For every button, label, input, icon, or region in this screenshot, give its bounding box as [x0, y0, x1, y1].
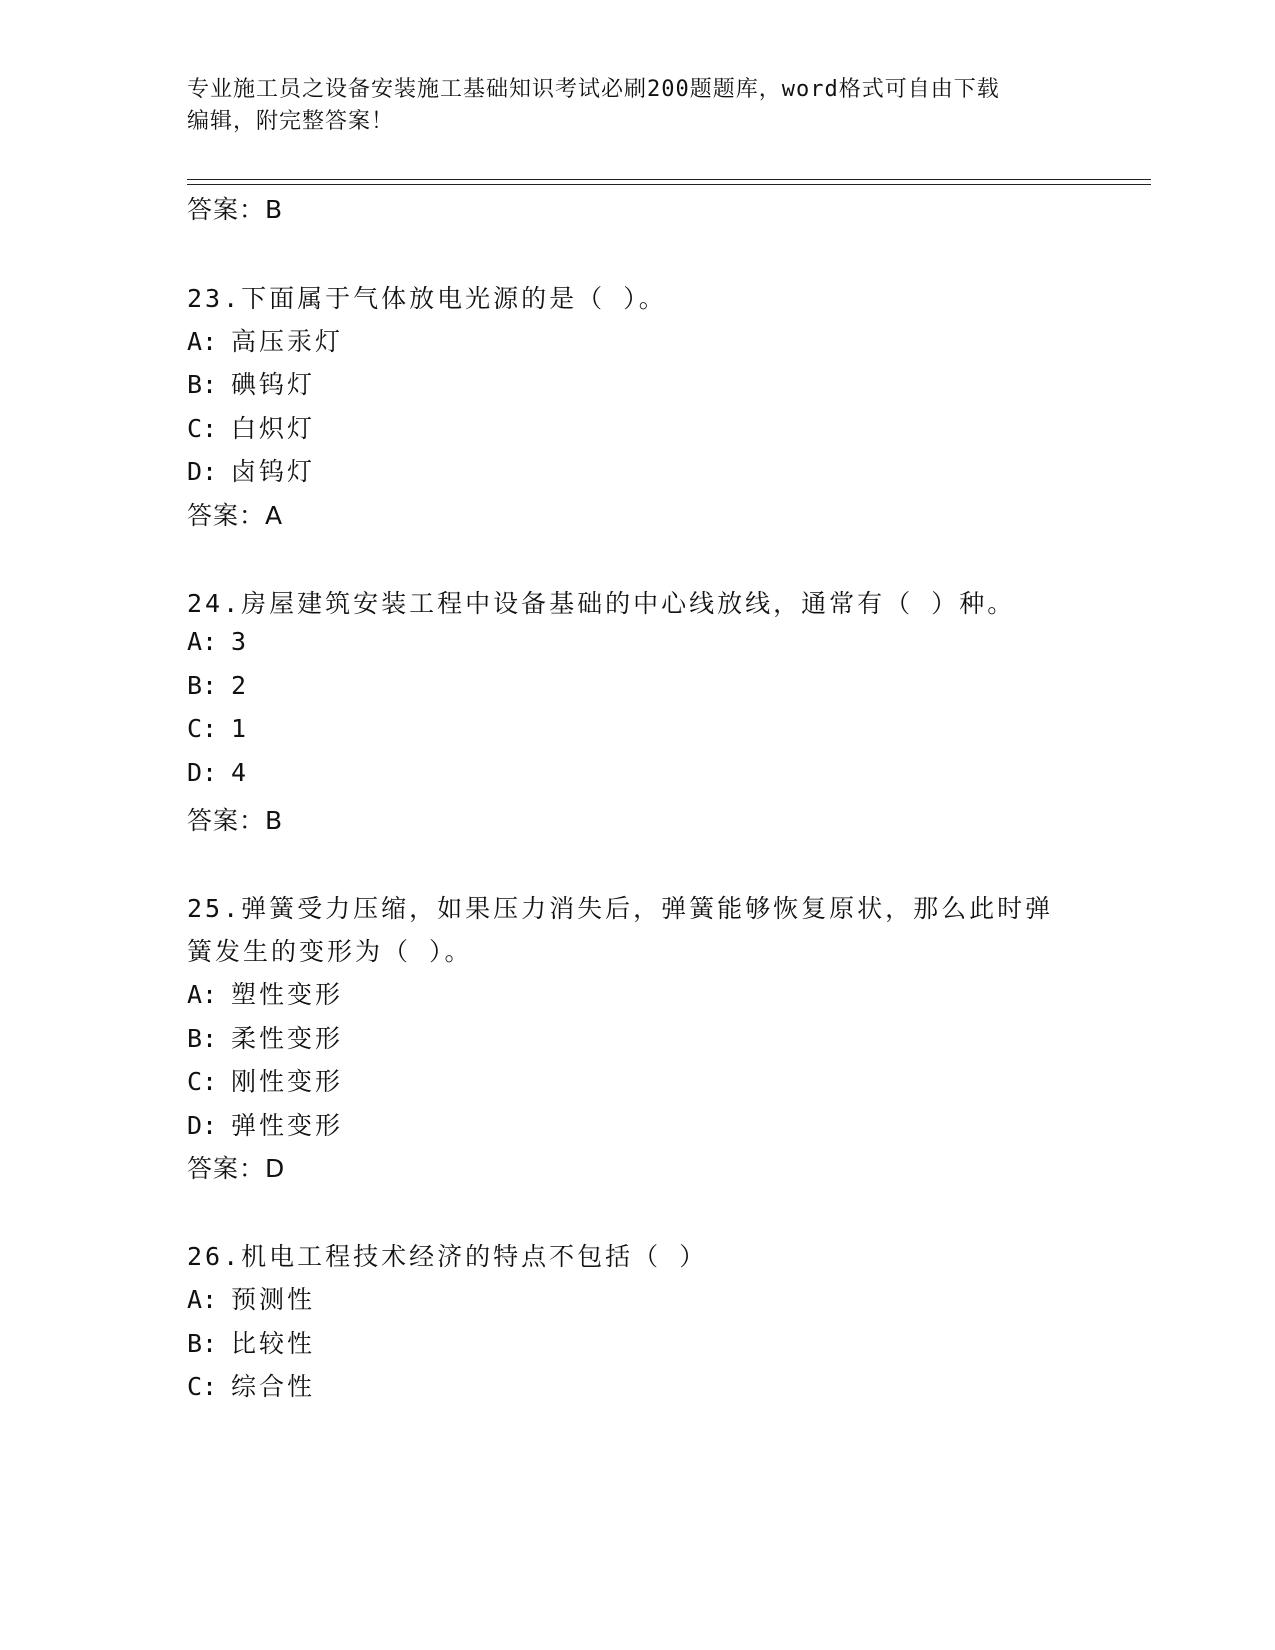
header-divider-bottom — [187, 184, 1151, 185]
question-25-stem-line-1: 25.弹簧受力压缩，如果压力消失后，弹簧能够恢复原状，那么此时弹 — [187, 894, 1054, 923]
option-label: B: — [187, 1329, 218, 1358]
question-25-answer: 答案：D — [187, 1154, 286, 1183]
question-25-option-c — [187, 1062, 343, 1098]
question-24-answer: 答案：B — [187, 806, 284, 835]
option-label: C: — [187, 1372, 218, 1401]
option-label: C: — [187, 1067, 218, 1096]
header-divider-top — [187, 179, 1151, 180]
question-23-option-c — [187, 409, 315, 445]
option-label: B: — [187, 1024, 218, 1053]
question-24-stem: 24.房屋建筑安装工程中设备基础的中心线放线，通常有（ ）种。 — [187, 589, 1016, 618]
question-25-stem-line-2: 簧发生的变形为（ ）。 — [187, 937, 473, 966]
question-25-option-a — [187, 975, 343, 1011]
header-line-2: 编辑，附完整答案！ — [187, 109, 395, 134]
question-23-option-b — [187, 365, 315, 401]
answer-prev: 答案：B — [187, 195, 284, 224]
option-text: 1 — [231, 714, 250, 743]
option-text: 弹性变形 — [231, 1111, 344, 1140]
question-23-option-a — [187, 322, 343, 358]
option-text: 3 — [231, 627, 250, 656]
option-text: 4 — [231, 758, 250, 787]
option-label: B: — [187, 671, 218, 700]
option-label: A: — [187, 627, 218, 656]
option-label: A: — [187, 980, 218, 1009]
option-text: 比较性 — [231, 1329, 316, 1358]
option-text: 卤钨灯 — [231, 457, 316, 486]
option-label: B: — [187, 370, 218, 399]
question-26-option-b — [187, 1324, 315, 1360]
option-text: 塑性变形 — [231, 980, 344, 1009]
question-23-option-d — [187, 452, 315, 488]
option-text: 2 — [231, 671, 250, 700]
question-24-option-d — [187, 758, 249, 787]
option-label: A: — [187, 327, 218, 356]
question-24-option-a — [187, 627, 249, 656]
header-line-1: 专业施工员之设备安装施工基础知识考试必刷200题题库，word格式可自由下载 — [187, 77, 1000, 102]
option-label: D: — [187, 1111, 218, 1140]
option-label: C: — [187, 714, 218, 743]
option-text: 碘钨灯 — [231, 370, 316, 399]
option-text: 预测性 — [231, 1285, 316, 1314]
question-24-option-b — [187, 671, 249, 700]
question-26-option-c — [187, 1367, 315, 1403]
question-23-stem: 23.下面属于气体放电光源的是（ ）。 — [187, 284, 667, 313]
option-text: 白炽灯 — [231, 414, 316, 443]
question-25-option-b — [187, 1019, 343, 1055]
option-label: A: — [187, 1285, 218, 1314]
question-26-stem: 26.机电工程技术经济的特点不包括（ ） — [187, 1242, 708, 1271]
option-text: 柔性变形 — [231, 1024, 344, 1053]
question-25-option-d — [187, 1106, 343, 1142]
option-label: C: — [187, 414, 218, 443]
question-24-option-c — [187, 714, 249, 743]
option-label: D: — [187, 457, 218, 486]
question-26-option-a — [187, 1280, 315, 1316]
option-text: 综合性 — [231, 1372, 316, 1401]
option-text: 高压汞灯 — [231, 327, 344, 356]
option-text: 刚性变形 — [231, 1067, 344, 1096]
document-header — [187, 74, 1087, 138]
option-label: D: — [187, 758, 218, 787]
question-23-answer: 答案：A — [187, 501, 284, 530]
